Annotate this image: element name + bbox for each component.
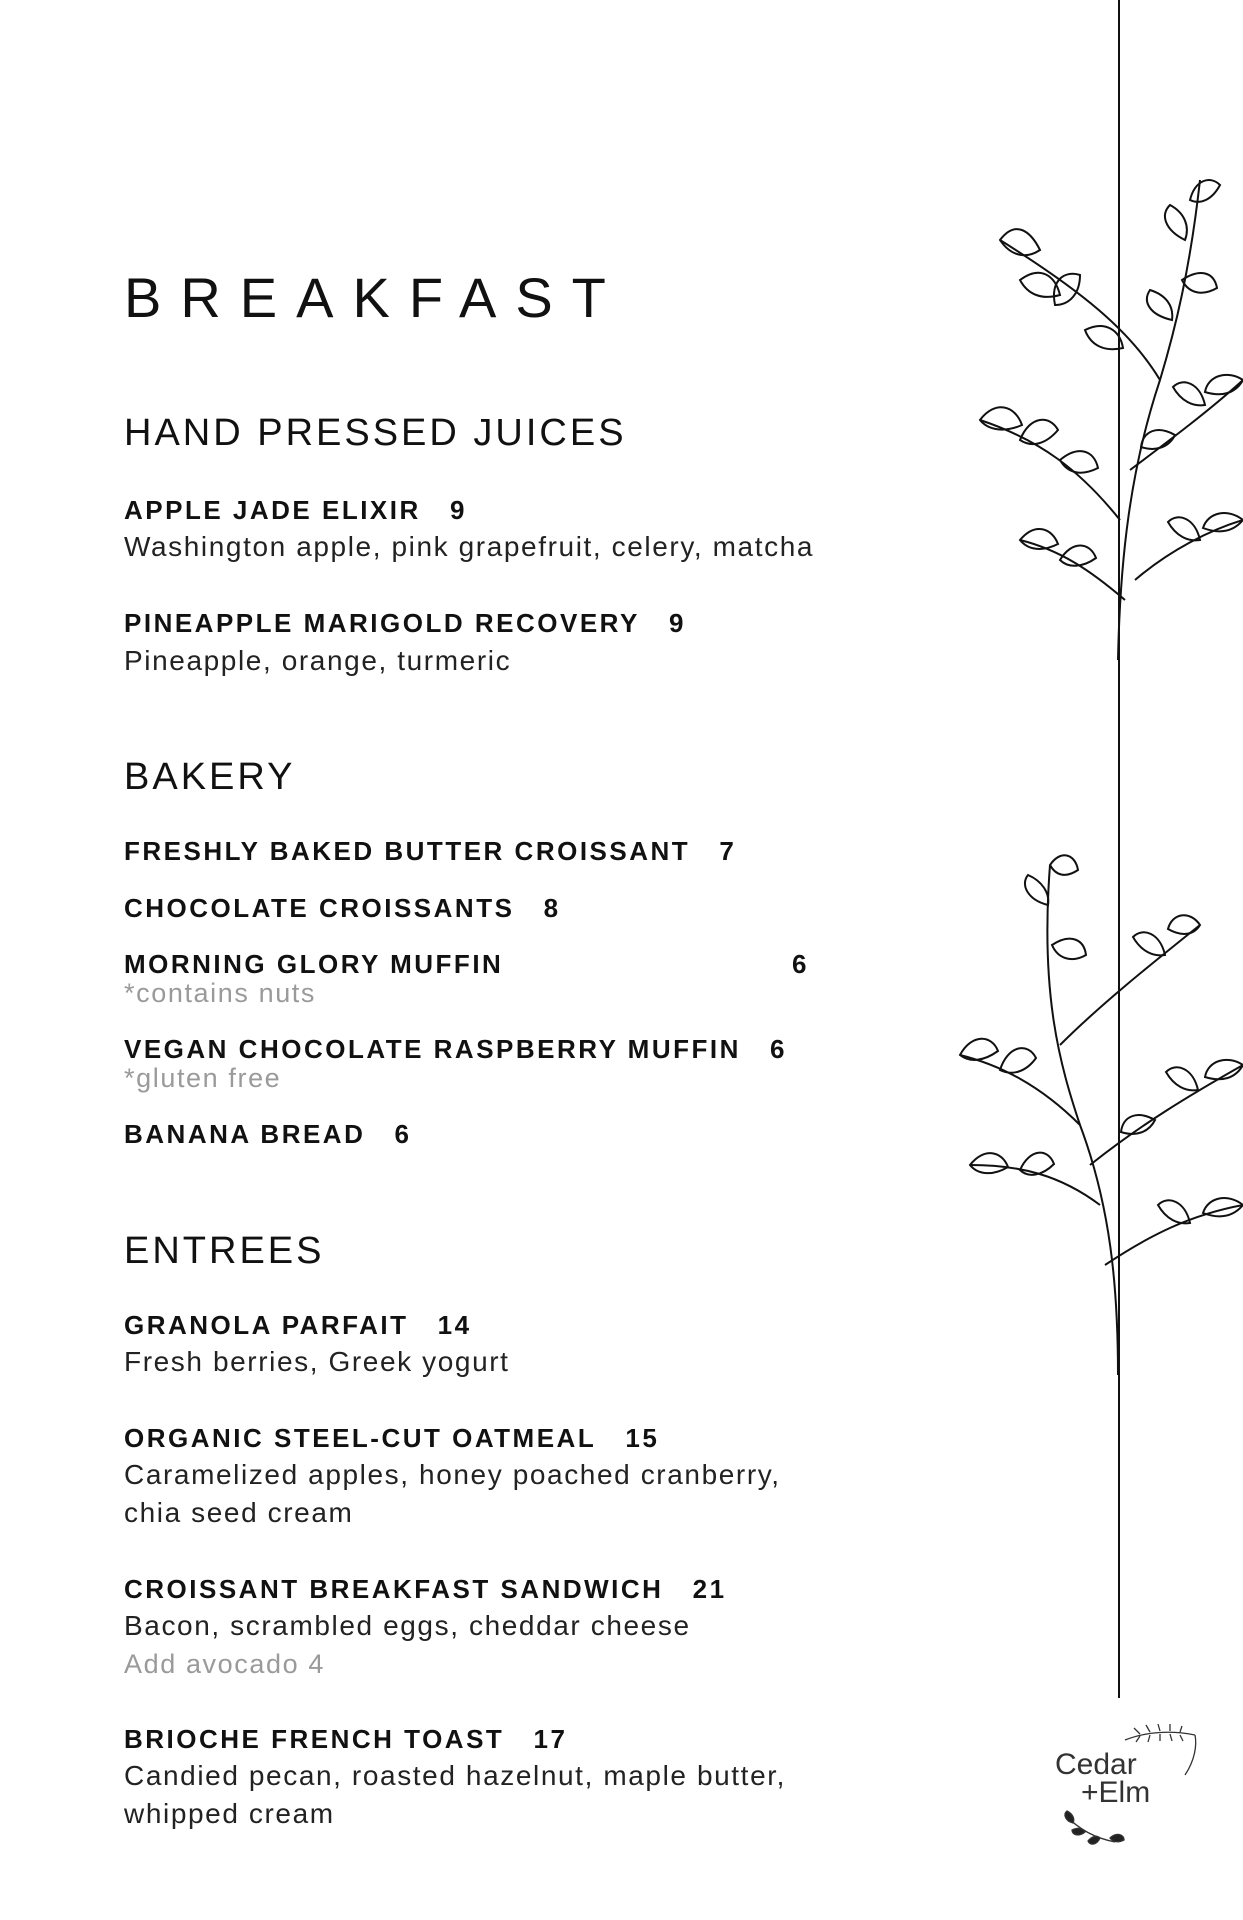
logo-text-line1: Cedar [1055, 1748, 1137, 1781]
menu-item-name: VEGAN CHOCOLATE RASPBERRY MUFFIN 6 [124, 1034, 788, 1064]
menu-item-name: PINEAPPLE MARIGOLD RECOVERY 9 [124, 608, 686, 638]
menu-item-name: ORGANIC STEEL-CUT OATMEAL 15 [124, 1423, 660, 1453]
menu-item-price: 17 [533, 1724, 568, 1754]
menu-item-price: 21 [692, 1574, 727, 1604]
menu-item-description: whipped cream [124, 1798, 335, 1829]
menu-item-price: 6 [770, 1034, 788, 1064]
menu-item-name: CROISSANT BREAKFAST SANDWICH 21 [124, 1574, 727, 1604]
menu-item-price: 8 [543, 893, 561, 923]
menu-item-price: 15 [625, 1423, 660, 1453]
section-title-juices: HAND PRESSED JUICES [124, 412, 627, 454]
section-title-entrees: ENTREES [124, 1230, 325, 1272]
menu-item-price: 7 [719, 836, 737, 866]
menu-item-price: 6 [394, 1119, 412, 1149]
menu-item-description: chia seed cream [124, 1497, 354, 1528]
menu-item-name: CHOCOLATE CROISSANTS 8 [124, 893, 561, 923]
menu-item-description: Fresh berries, Greek yogurt [124, 1346, 510, 1377]
menu-item-name: BANANA BREAD 6 [124, 1119, 412, 1149]
cedar-elm-logo [1045, 1720, 1205, 1860]
menu-item-price: 6 [792, 949, 809, 979]
menu-title: BREAKFAST [124, 266, 625, 329]
botanical-sprig-icon [940, 845, 1243, 1385]
menu-item-description: Bacon, scrambled eggs, cheddar cheese [124, 1610, 691, 1641]
menu-item-note: *contains nuts [124, 978, 317, 1008]
menu-item-name: BRIOCHE FRENCH TOAST 17 [124, 1724, 568, 1754]
menu-item-price: 9 [449, 495, 467, 525]
menu-item-name: GRANOLA PARFAIT 14 [124, 1310, 472, 1340]
menu-item-description: Caramelized apples, honey poached cranberry, [124, 1459, 781, 1490]
menu-item-price: 9 [668, 608, 686, 638]
menu-item-price: 14 [437, 1310, 472, 1340]
menu-item-description: Pineapple, orange, turmeric [124, 645, 512, 676]
menu-item-note: *gluten free [124, 1063, 282, 1093]
botanical-sprig-icon [960, 140, 1243, 680]
logo-text-line2: +Elm [1081, 1776, 1151, 1809]
menu-item-description: Washington apple, pink grapefruit, celery, matcha [124, 531, 815, 562]
menu-item-name: APPLE JADE ELIXIR 9 [124, 495, 467, 525]
menu-item-description: Candied pecan, roasted hazelnut, maple butter, [124, 1760, 786, 1791]
menu-item-note: Add avocado 4 [124, 1649, 325, 1679]
section-title-bakery: BAKERY [124, 756, 296, 798]
menu-item-name: FRESHLY BAKED BUTTER CROISSANT 7 [124, 836, 737, 866]
menu-item-name: MORNING GLORY MUFFIN [124, 949, 504, 979]
